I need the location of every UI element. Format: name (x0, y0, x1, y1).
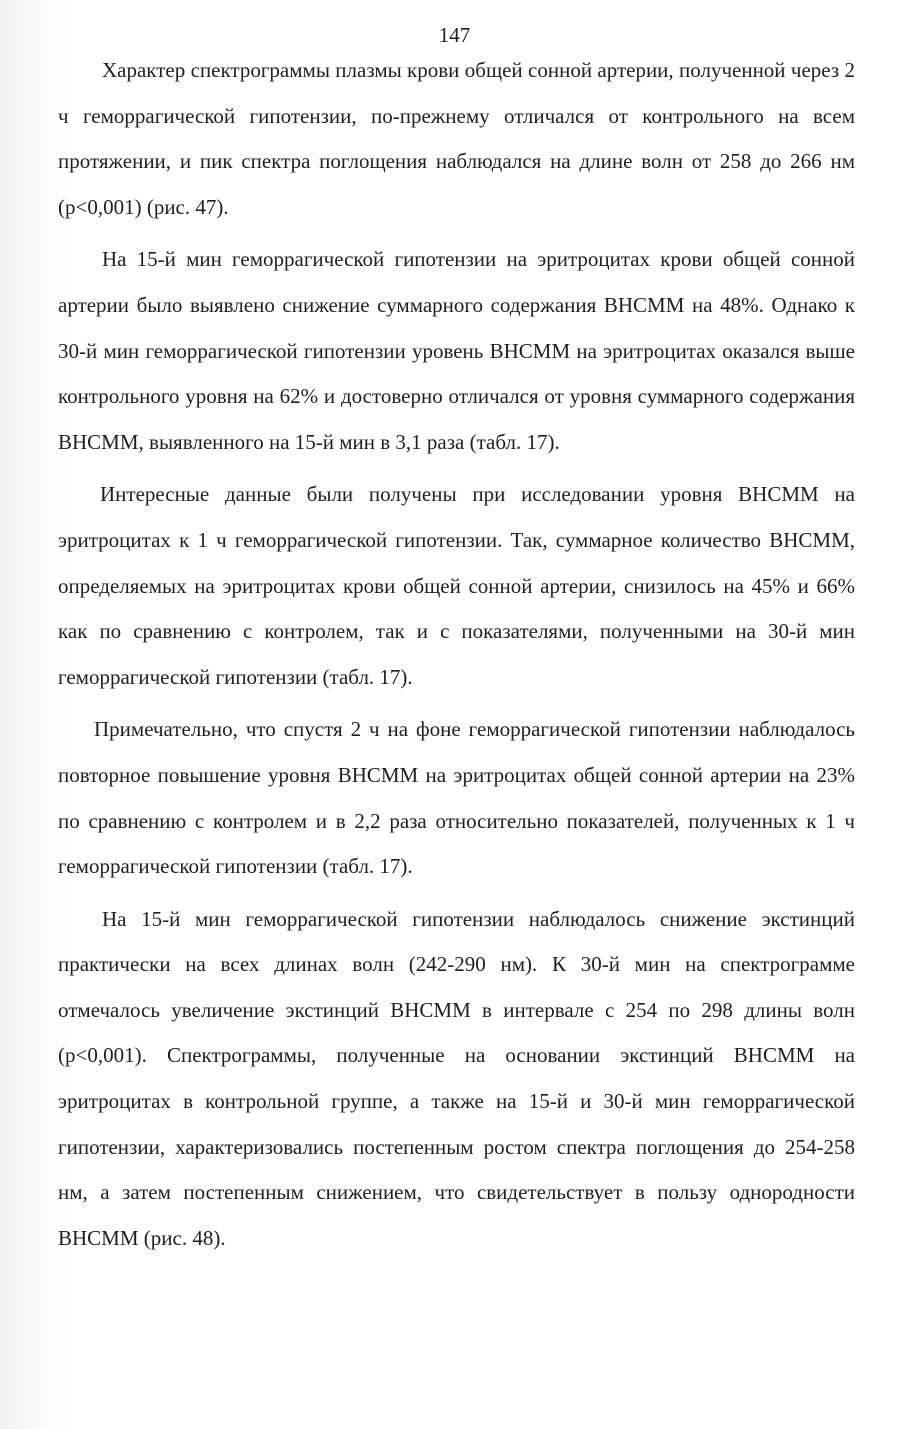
body-text (58, 48, 855, 1268)
paragraph-erythrocytes-1h: Интересные данные были получены при исследовании уровня ВНСММ на эритроцитах к 1 ч геморрагической гипотензии. Так, суммарное количество ВНСММ, определяемых на эритроцитах крови общей сонной артерии, снизилось на 45% и 66% как по сравнению с контролем, так и с показателями, полученными на 30-й мин геморрагической гипотензии (табл. 17). (58, 482, 855, 689)
page-number: 147 (438, 23, 471, 47)
paragraph-erythrocytes-2h: Примечательно, что спустя 2 ч на фоне геморрагической гипотензии наблюдалось повторное повышение уровня ВНСММ на эритроцитах общей сонной артерии на 23% по сравнению с контролем и в 2,2 раза относительно показателей, полученных к 1 ч геморрагической гипотензии (табл. 17). (58, 717, 855, 879)
paragraph-extinctions: На 15-й мин геморрагической гипотензии наблюдалось снижение экстинций практически на всех длинах волн (242-290 нм). К 30-й мин на спектрограмме отмечалось увеличение экстинций ВНСММ в интервале с 254 по 298 длины волн (p<0,001). Спектрограммы, полученные на основании экстинций ВНСММ на эритроцитах в контрольной группе, а также на 15-й и 30-й мин геморрагической гипотензии, характеризовались постепенным ростом спектра поглощения до 254-258 нм, а затем постепенным снижением, что свидетельствует в пользу однородности ВНСММ (рис. 48). (58, 906, 855, 1250)
paragraph-spectrogram-plasma: Характер спектрограммы плазмы крови общей сонной артерии, полученной через 2 ч геморрагической гипотензии, по-прежнему отличался от контрольного на всем протяжении, и пик спектра поглощения наблюдался на длине волн от 258 до 266 нм (p<0,001) (рис. 47). (58, 58, 855, 219)
paragraph-erythrocytes-15-30-min: На 15-й мин геморрагической гипотензии на эритроцитах крови общей сонной артерии было выявлено снижение суммарного содержания ВНСММ на 48%. Однако к 30-й мин геморрагической гипотензии уровень ВНСММ на эритроцитах оказался выше контрольного уровня на 62% и достоверно отличался от уровня суммарного содержания ВНСММ, выявленного на 15-й мин в 3,1 раза (табл. 17). (58, 247, 855, 454)
